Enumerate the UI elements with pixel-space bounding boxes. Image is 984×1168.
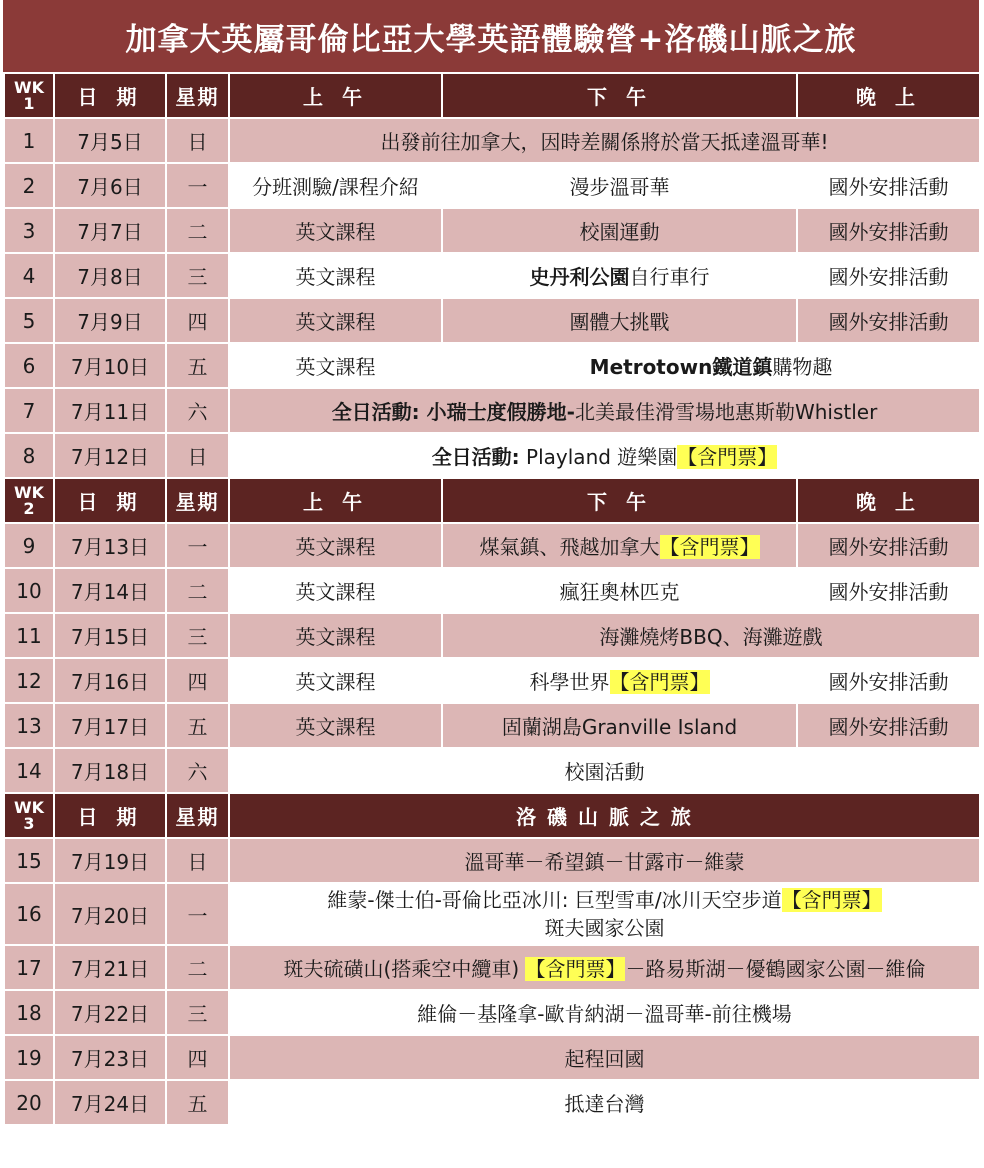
day-number: 19 (4, 1035, 54, 1080)
week-label: WK 1 (4, 73, 54, 118)
activity-text: 斑夫硫磺山(搭乘空中纜車) (283, 957, 526, 981)
highlight-text: 史丹利公園 (529, 265, 630, 289)
table-row (4, 703, 980, 748)
weekday-header: 星期 (166, 478, 229, 523)
ticket-badge: 【含門票】 (659, 535, 760, 559)
activity-text-line2: 斑夫國家公園 (544, 916, 665, 940)
activity-text: 購物趣 (772, 355, 833, 379)
evening-cell: 國外安排活動 (797, 703, 980, 748)
evening-header: 晚 上 (797, 478, 980, 523)
date-cell: 7月23日 (54, 1035, 166, 1080)
weekday-cell: 日 (166, 118, 229, 163)
morning-cell: 英文課程 (229, 658, 442, 703)
day-number: 14 (4, 748, 54, 793)
date-cell: 7月16日 (54, 658, 166, 703)
activity-cell: 校園活動 (229, 748, 980, 793)
table-row (4, 343, 980, 388)
date-cell: 7月5日 (54, 118, 166, 163)
activity-text-after: －路易斯湖－優鶴國家公園－維倫 (625, 957, 926, 981)
weekday-cell: 日 (166, 433, 229, 478)
table-row (4, 838, 980, 883)
morning-header: 上 午 (229, 478, 442, 523)
highlight-text: 全日活動: 小瑞士度假勝地- (331, 400, 575, 424)
table-row (4, 253, 980, 298)
table-row (4, 568, 980, 613)
day-number: 18 (4, 990, 54, 1035)
evening-cell: 國外安排活動 (797, 208, 980, 253)
date-cell: 7月11日 (54, 388, 166, 433)
table-row (4, 658, 980, 703)
activity-cell (229, 945, 980, 990)
weekday-cell: 六 (166, 748, 229, 793)
date-cell: 7月22日 (54, 990, 166, 1035)
weekday-cell: 二 (166, 568, 229, 613)
day-number: 12 (4, 658, 54, 703)
evening-cell: 國外安排活動 (797, 658, 980, 703)
ticket-badge: 【含門票】 (781, 888, 882, 912)
ticket-badge: 【含門票】 (525, 957, 626, 981)
date-cell: 7月14日 (54, 568, 166, 613)
date-cell: 7月24日 (54, 1080, 166, 1125)
activity-cell (229, 883, 980, 945)
date-header: 日 期 (54, 478, 166, 523)
week-label: WK 3 (4, 793, 54, 838)
date-cell: 7月18日 (54, 748, 166, 793)
weekday-cell: 日 (166, 838, 229, 883)
table-row (4, 1080, 980, 1125)
table-row (4, 433, 980, 478)
date-cell: 7月15日 (54, 613, 166, 658)
weekday-cell: 三 (166, 253, 229, 298)
day-number: 9 (4, 523, 54, 568)
day-number: 13 (4, 703, 54, 748)
table-row (4, 990, 980, 1035)
highlight-text: Metrotown鐵道鎮 (589, 355, 773, 379)
weekday-cell: 一 (166, 523, 229, 568)
date-cell: 7月8日 (54, 253, 166, 298)
activity-text: 自行車行 (629, 265, 710, 289)
morning-cell: 英文課程 (229, 208, 442, 253)
morning-cell: 英文課程 (229, 253, 442, 298)
afternoon-cell (442, 343, 980, 388)
weekday-cell: 四 (166, 658, 229, 703)
day-number: 17 (4, 945, 54, 990)
weekday-cell: 五 (166, 343, 229, 388)
day-number: 6 (4, 343, 54, 388)
day-number: 3 (4, 208, 54, 253)
table-row (4, 1035, 980, 1080)
day-number: 5 (4, 298, 54, 343)
date-cell: 7月20日 (54, 883, 166, 945)
table-row (4, 118, 980, 163)
weekday-header: 星期 (166, 73, 229, 118)
afternoon-cell: 團體大挑戰 (442, 298, 797, 343)
activity-cell: 抵達台灣 (229, 1080, 980, 1125)
morning-header: 上 午 (229, 73, 442, 118)
activity-cell (229, 388, 980, 433)
itinerary-table (3, 72, 981, 1126)
evening-cell: 國外安排活動 (797, 523, 980, 568)
day-number: 8 (4, 433, 54, 478)
weekday-header: 星期 (166, 793, 229, 838)
week-1-header-row (4, 73, 980, 118)
weekday-cell: 四 (166, 1035, 229, 1080)
evening-cell: 國外安排活動 (797, 253, 980, 298)
evening-cell: 國外安排活動 (797, 298, 980, 343)
table-row (4, 388, 980, 433)
activity-cell: 維倫－基隆拿-歐肯納湖－溫哥華-前往機場 (229, 990, 980, 1035)
table-row (4, 523, 980, 568)
activity-text: 煤氣鎮、飛越加拿大 (479, 535, 660, 559)
activity-cell: 出發前往加拿大，因時差關係將於當天抵達溫哥華! (229, 118, 980, 163)
afternoon-cell: 漫步溫哥華 (442, 163, 797, 208)
afternoon-cell: 海灘燒烤BBQ、海灘遊戲 (442, 613, 980, 658)
afternoon-header: 下 午 (442, 478, 797, 523)
afternoon-cell: 固蘭湖島Granville Island (442, 703, 797, 748)
activity-cell: 溫哥華－希望鎮－甘露市－維蒙 (229, 838, 980, 883)
day-number: 2 (4, 163, 54, 208)
day-number: 4 (4, 253, 54, 298)
ticket-badge: 【含門票】 (677, 445, 778, 469)
weekday-cell: 四 (166, 298, 229, 343)
day-number: 1 (4, 118, 54, 163)
table-row (4, 748, 980, 793)
week-label: WK 2 (4, 478, 54, 523)
morning-cell: 英文課程 (229, 343, 442, 388)
ticket-badge: 【含門票】 (609, 670, 710, 694)
activity-text: 科學世界 (529, 670, 610, 694)
week-2-header-row (4, 478, 980, 523)
morning-cell: 英文課程 (229, 298, 442, 343)
weekday-cell: 五 (166, 1080, 229, 1125)
morning-cell: 英文課程 (229, 703, 442, 748)
table-row (4, 298, 980, 343)
weekday-cell: 五 (166, 703, 229, 748)
date-header: 日 期 (54, 73, 166, 118)
page-title: 加拿大英屬哥倫比亞大學英語體驗營+洛磯山脈之旅 (3, 0, 979, 72)
weekday-cell: 二 (166, 945, 229, 990)
evening-cell: 國外安排活動 (797, 568, 980, 613)
date-cell: 7月12日 (54, 433, 166, 478)
activity-text: Playland 遊樂園 (519, 445, 678, 469)
table-row (4, 613, 980, 658)
morning-cell: 分班測驗/課程介紹 (229, 163, 442, 208)
evening-cell: 國外安排活動 (797, 163, 980, 208)
highlight-text: 全日活動: (431, 445, 520, 469)
date-cell: 7月17日 (54, 703, 166, 748)
date-cell: 7月7日 (54, 208, 166, 253)
table-row (4, 208, 980, 253)
weekday-cell: 一 (166, 163, 229, 208)
table-row (4, 883, 980, 945)
day-number: 10 (4, 568, 54, 613)
week-3-header-row (4, 793, 980, 838)
afternoon-cell (442, 253, 797, 298)
afternoon-header: 下 午 (442, 73, 797, 118)
evening-header: 晚 上 (797, 73, 980, 118)
day-number: 7 (4, 388, 54, 433)
activity-cell (229, 433, 980, 478)
weekday-cell: 六 (166, 388, 229, 433)
afternoon-cell: 校園運動 (442, 208, 797, 253)
activity-cell: 起程回國 (229, 1035, 980, 1080)
weekday-cell: 三 (166, 613, 229, 658)
weekday-cell: 三 (166, 990, 229, 1035)
day-number: 11 (4, 613, 54, 658)
afternoon-cell: 瘋狂奧林匹克 (442, 568, 797, 613)
morning-cell: 英文課程 (229, 613, 442, 658)
date-cell: 7月9日 (54, 298, 166, 343)
date-cell: 7月19日 (54, 838, 166, 883)
day-number: 16 (4, 883, 54, 945)
afternoon-cell (442, 658, 797, 703)
table-row (4, 945, 980, 990)
morning-cell: 英文課程 (229, 523, 442, 568)
weekday-cell: 二 (166, 208, 229, 253)
activity-text: 北美最佳滑雪場地惠斯勒Whistler (574, 400, 878, 424)
tour-header: 洛 磯 山 脈 之 旅 (229, 793, 980, 838)
activity-text: 維蒙-傑士伯-哥倫比亞冰川: 巨型雪車/冰川天空步道 (327, 888, 782, 912)
date-cell: 7月21日 (54, 945, 166, 990)
date-header: 日 期 (54, 793, 166, 838)
date-cell: 7月10日 (54, 343, 166, 388)
date-cell: 7月13日 (54, 523, 166, 568)
afternoon-cell (442, 523, 797, 568)
day-number: 15 (4, 838, 54, 883)
weekday-cell: 一 (166, 883, 229, 945)
morning-cell: 英文課程 (229, 568, 442, 613)
table-row (4, 163, 980, 208)
day-number: 20 (4, 1080, 54, 1125)
date-cell: 7月6日 (54, 163, 166, 208)
